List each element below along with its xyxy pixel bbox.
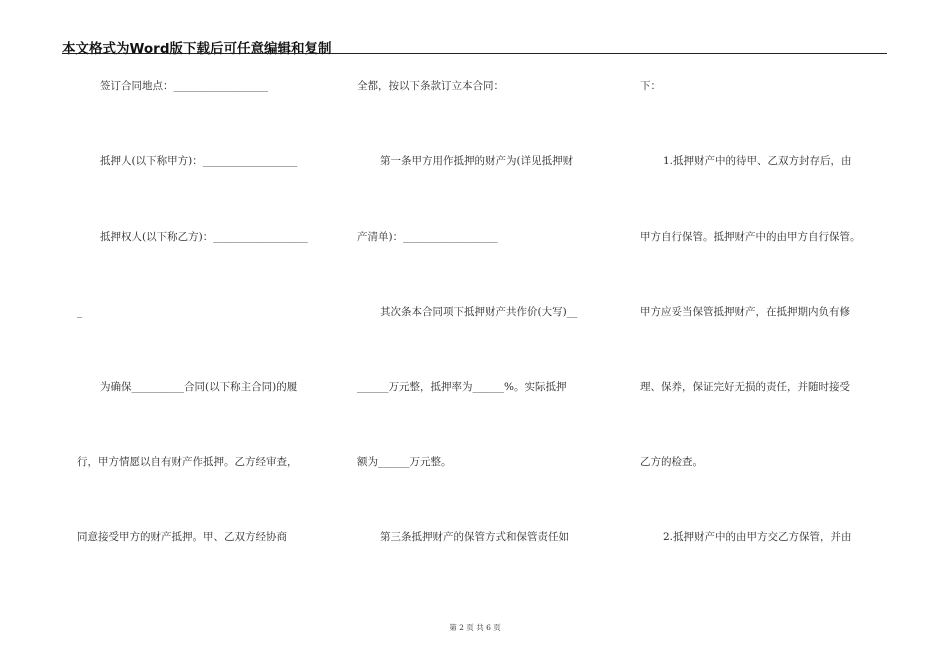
clause-2-line: 2.抵押财产中的由甲方交乙方保管，并由: [663, 531, 852, 543]
mortgagor-line: 抵押人(以下称甲方)：__________________: [100, 155, 298, 167]
page-header-title: 本文格式为Word版下载后可任意编辑和复制: [62, 41, 332, 57]
paragraph-line: 同意接受甲方的财产抵押。甲、乙双方经协商: [77, 531, 287, 543]
article-3-line: 第三条抵押财产的保管方式和保管责任如: [380, 531, 569, 543]
blank-underscore-line: _: [77, 306, 83, 318]
paragraph-line: 行，甲方情愿以自有财产作抵押。乙方经审查，: [77, 456, 298, 468]
paragraph-line: 全都，按以下条款订立本合同：: [357, 80, 504, 92]
article-1-line: 第一条甲方用作抵押的财产为(详见抵押财: [380, 155, 574, 167]
paragraph-line: 额为______万元整。: [357, 456, 452, 468]
paragraph-line: 下：: [640, 80, 661, 92]
article-2-line: 其次条本合同项下抵押财产共作价(大写)__: [380, 306, 578, 318]
paragraph-line: 甲方应妥当保管抵押财产，在抵押期内负有修: [640, 306, 850, 318]
paragraph-line: 乙方的检查。: [640, 456, 703, 468]
mortgagee-line: 抵押权人(以下称乙方)：__________________: [100, 231, 308, 243]
contract-location-line: 签订合同地点：__________________: [100, 80, 268, 92]
paragraph-line: 为确保__________合同(以下称主合同)的履: [100, 381, 298, 393]
clause-1-line: 1.抵押财产中的待甲、乙双方封存后，由: [663, 155, 852, 167]
paragraph-line: ______万元整，抵押率为______%。实际抵押: [357, 381, 567, 393]
header-divider: [62, 53, 887, 54]
page-number-footer: 第 2 页 共 6 页: [449, 623, 501, 632]
paragraph-line: 理、保养，保证完好无损的责任，并随时接受: [640, 381, 850, 393]
paragraph-line: 甲方自行保管。抵押财产中的由甲方自行保管。: [640, 231, 861, 243]
paragraph-line: 产清单)：__________________: [357, 231, 498, 243]
